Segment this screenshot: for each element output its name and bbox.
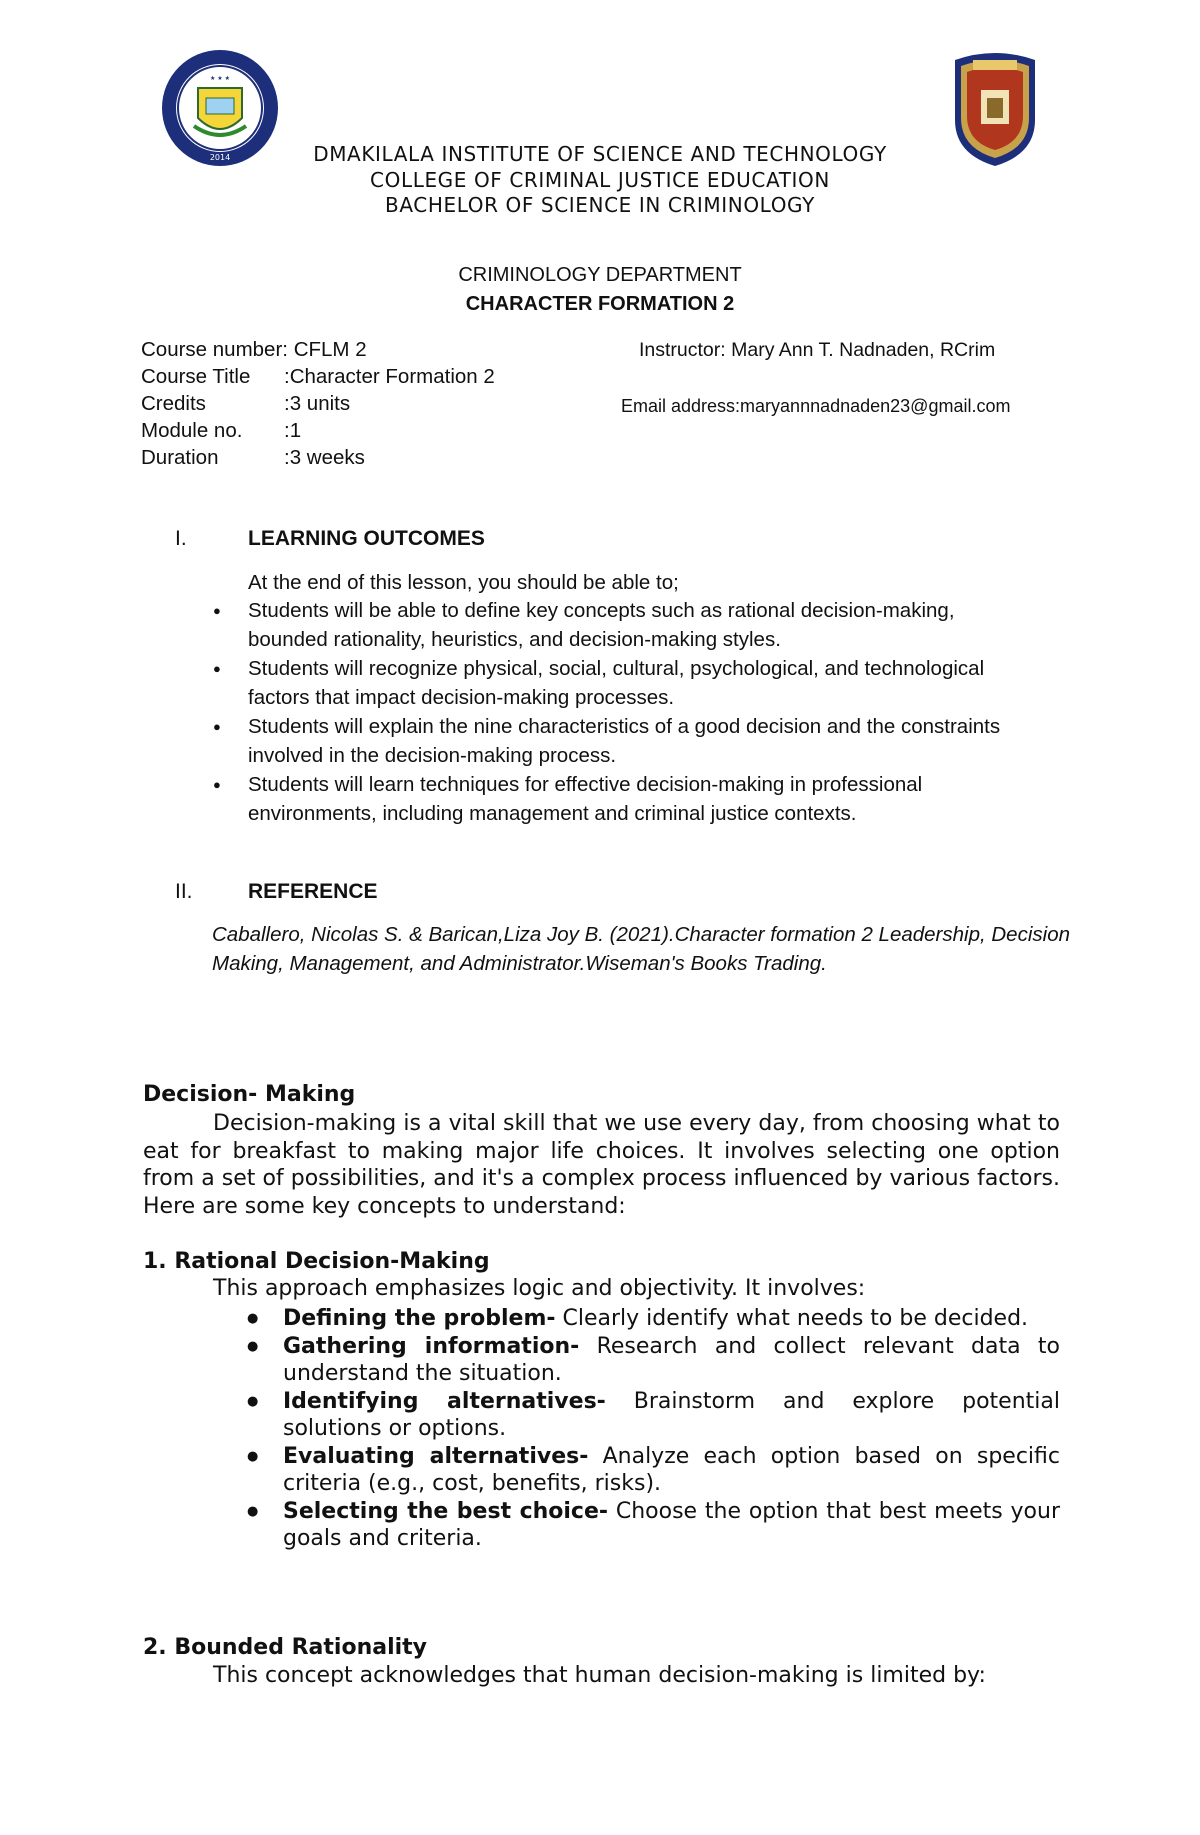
reference-citation: Caballero, Nicolas S. & Barican,Liza Joy B. (2021).Character formation 2 Leadership, Decision Making, Management, and Administrator.Wiseman's Books Trading.: [212, 923, 1070, 975]
department-name: CRIMINOLOGY DEPARTMENT: [458, 264, 742, 286]
bounded-rationality-intro: This concept acknowledges that human decision-making is limited by:: [213, 1663, 986, 1688]
email-address: Email address:maryannnadnaden23@gmail.com: [621, 396, 1011, 416]
list-item: ● Defining the problem- Clearly identify what needs to be decided.: [143, 1305, 1060, 1333]
list-item: ● Evaluating alternatives- Analyze each option based on specific criteria (e.g., cost, benefits, risks).: [143, 1443, 1060, 1498]
rational-decision-making-intro: This approach emphasizes logic and objectivity. It involves:: [213, 1276, 866, 1301]
svg-text:★ ★ ★: ★ ★ ★: [210, 75, 230, 82]
section-number: II.: [175, 880, 193, 903]
rational-steps-list: [143, 1305, 1060, 1553]
program-name: BACHELOR OF SCIENCE IN CRIMINOLOGY: [385, 193, 815, 217]
bounded-rationality-heading: 2. Bounded Rationality: [143, 1635, 428, 1660]
course-heading: CHARACTER FORMATION 2: [465, 293, 735, 315]
learning-outcomes-list: [178, 596, 1008, 828]
course-number-row: Course number: CFLM 2: [141, 338, 367, 361]
decision-making-intro: Decision-making is a vital skill that we use every day, from choosing what to eat for breakfast to making major life choices. It involves selecting one option from a set of possibilities, and it's a complex process influenced by various factors. Here are some key concepts to understand:: [143, 1111, 1060, 1219]
module-row: Module no. :1: [141, 419, 302, 442]
list-item: ● Selecting the best choice- Choose the option that best meets your goals and criteria.: [143, 1498, 1060, 1553]
rational-decision-making-heading: 1. Rational Decision-Making: [143, 1249, 490, 1274]
list-item: ● Identifying alternatives- Brainstorm and explore potential solutions or options.: [143, 1388, 1060, 1443]
section-title-reference: REFERENCE: [248, 880, 378, 903]
list-item: ● Students will be able to define key concepts such as rational decision-making, bounded rationality, heuristics, and decision-making styles.: [178, 596, 1008, 654]
list-item: ● Students will recognize physical, social, cultural, psychological, and technological factors that impact decision-making processes.: [178, 654, 1008, 712]
duration-row: Duration :3 weeks: [141, 446, 365, 469]
svg-text:2014: 2014: [209, 153, 231, 162]
course-title-row: Course Title :Character Formation 2: [141, 365, 495, 388]
college-name: COLLEGE OF CRIMINAL JUSTICE EDUCATION: [370, 168, 830, 192]
list-item: ● Students will explain the nine characteristics of a good decision and the constraints involved in the decision-making process.: [178, 712, 1008, 770]
decision-making-heading: Decision- Making: [143, 1082, 356, 1107]
credits-row: Credits :3 units: [141, 392, 351, 415]
section-title-learning-outcomes: LEARNING OUTCOMES: [248, 527, 485, 550]
learning-outcomes-intro: At the end of this lesson, you should be able to;: [248, 571, 679, 594]
list-item: ● Gathering information- Research and collect relevant data to understand the situation.: [143, 1333, 1060, 1388]
section-number: I.: [175, 527, 187, 550]
instructor-info: Instructor: Mary Ann T. Nadnaden, RCrim: [639, 339, 996, 361]
institution-name: DMAKILALA INSTITUTE OF SCIENCE AND TECHNOLOGY: [313, 142, 887, 166]
list-item: ● Students will learn techniques for effective decision-making in professional environments, including management and criminal justice contexts.: [178, 770, 1008, 828]
